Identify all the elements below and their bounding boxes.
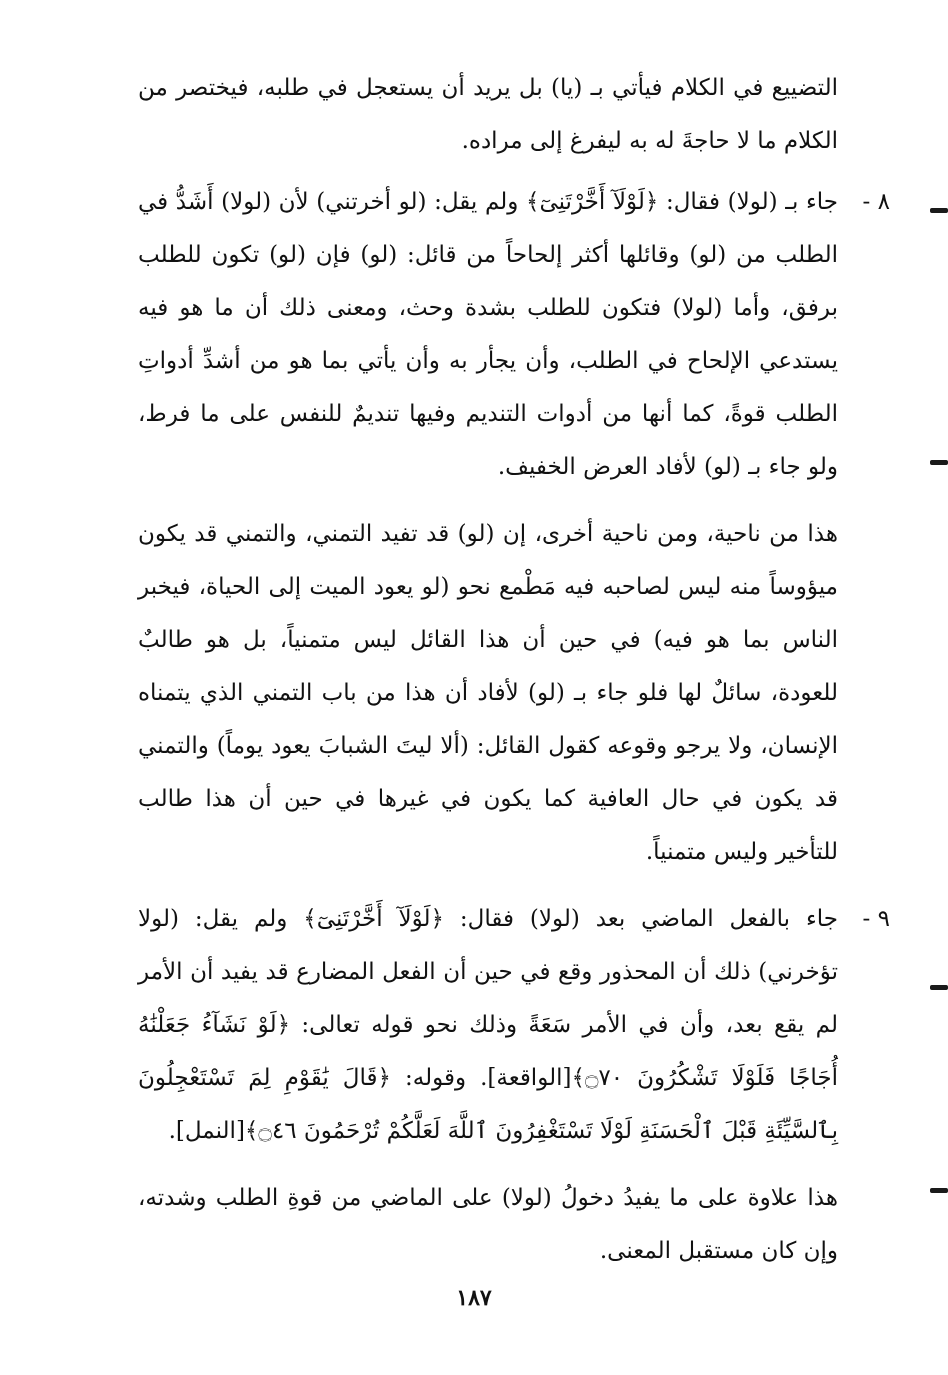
item-8-text: جاء بـ (لولا) فقال: ﴿لَوْلَآ أَخَّرْتَنِىٓ﴾ ولم يقل: (لو أخرتني) لأن (لولا) أَشَدُّ في الطلب من (لو) وقائلها أكثر إلحاحاً من قائل: (لو) فإن (لو) تكون للطلب برفق، وأما (لولا) فتكون للطلب بشدة وحث، ومعنى ذلك أن ما هو فيه يستدعي الإلحاح في الطلب، وأن يجأر به وأن يأتي بما هو من أشدِّ أدواتِ الطلب قوةً، كما أنها من أدوات التنديم وفيها تنديمٌ للنفس على ما فرط، ولو جاء بـ (لو) لأفاد العرض الخفيف. — [138, 189, 838, 480]
middle-paragraph: هذا من ناحية، ومن ناحية أخرى، إن (لو) قد تفيد التمني، والتمني قد يكون ميؤوساً منه ليس لصاحبه فيه مَطْمع نحو (لو يعود الميت إلى الحياة، فيخبر الناس بما هو فيه) في حين أن هذا القائل ليس متمنياً، بل هو طالبٌ للعودة، سائلٌ لها فلو جاء بـ (لو) لأفاد أن هذا من باب التمني الذي يتمناه الإنسان، ولا يرجو وقوعه كقول القائل: (ألا ليتَ الشبابَ يعود يوماً) والتمني قد يكون في حال العافية كما يكون في غيرها في حين أن هذا طالب للتأخير وليس متمنياً. — [138, 521, 838, 865]
page-body — [138, 62, 890, 1278]
margin-mark — [930, 460, 948, 465]
final-paragraph: هذا علاوة على ما يفيدُ دخولُ (لولا) على الماضي من قوةِ الطلب وشدته، وإن كان مستقبل المعنى. — [138, 1185, 838, 1264]
margin-mark — [930, 1188, 948, 1193]
list-item-8 — [138, 176, 890, 494]
item-9-text: جاء بالفعل الماضي بعد (لولا) فقال: ﴿لَوْلَآ أَخَّرْتَنِىٓ﴾ ولم يقل: (لولا تؤخرني) ذلك أن المحذور وقع في حين أن الفعل المضارع قد يفيد أن الأمر لم يقع بعد، وأن في الأمر سَعَةً وذلك نحو قوله تعالى: ﴿لَوْ نَشَآءُ جَعَلْنَٰهُ أُجَاجًا فَلَوْلَا تَشْكُرُونَ ۝٧٠﴾[الواقعة]. وقوله: ﴿قَالَ يَٰقَوْمِ لِمَ تَسْتَعْجِلُونَ بِٱلسَّيِّئَةِ قَبْلَ ٱلْحَسَنَةِ لَوْلَا تَسْتَغْفِرُونَ ٱللَّهَ لَعَلَّكُمْ تُرْحَمُونَ ۝٤٦﴾[النمل]. — [138, 906, 838, 1144]
item-number-9: ٩ - — [862, 906, 890, 932]
intro-paragraph: التضييع في الكلام فيأتي بـ (يا) بل يريد أن يستعجل في طلبه، فيختصر من الكلام ما لا حاجةَ له به ليفرغ إلى مراده. — [138, 75, 838, 154]
list-item-9 — [138, 893, 890, 1158]
item-number-8: ٨ - — [862, 189, 890, 215]
margin-mark — [930, 985, 948, 990]
margin-mark — [930, 208, 948, 213]
page-number: ١٨٧ — [456, 1285, 492, 1311]
